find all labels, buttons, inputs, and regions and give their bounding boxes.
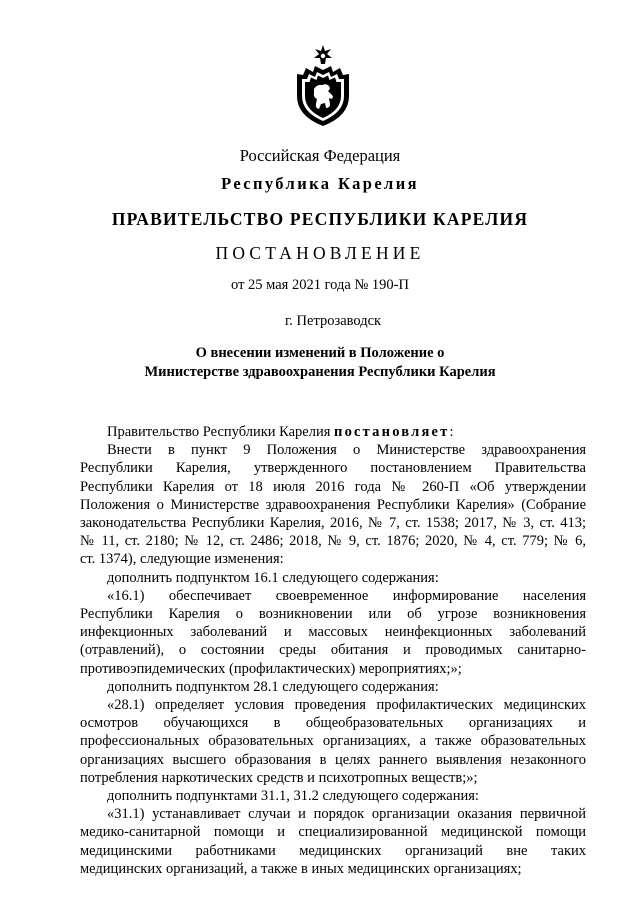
karelia-coat-of-arms-icon bbox=[293, 44, 353, 128]
body-line: Внести в пункт 9 Положения о Министерстве здравоохранения bbox=[107, 442, 586, 459]
body-line: медицинских организаций, а также в иных медицинских организациях; bbox=[80, 860, 522, 877]
body-line: медицинскими работниками медицинских организаций вне таких bbox=[80, 842, 586, 859]
body-line: дополнить подпунктами 31.1, 31.2 следующего содержания: bbox=[107, 788, 479, 805]
body-intro bbox=[80, 423, 586, 441]
body-line: ст. 1374), следующие изменения: bbox=[80, 551, 284, 568]
document-title-line-1: О внесении изменений в Положение о bbox=[195, 345, 445, 361]
country-name: Российская Федерация bbox=[239, 146, 401, 165]
body-line: инфекционных заболеваний и массовых неинфекционных заболеваний bbox=[80, 624, 586, 641]
body-line: «31.1) устанавливает случаи и порядок организации оказания первичной bbox=[107, 806, 586, 823]
body-line: «28.1) определяет условия проведения профилактических медицинских bbox=[107, 697, 586, 714]
body-line: дополнить подпунктом 16.1 следующего содержания: bbox=[107, 569, 439, 586]
body-line: осмотров обучающихся в общеобразовательных организациях и bbox=[80, 715, 586, 732]
body-line: профессиональных образовательных организациях, а также образовательных bbox=[80, 733, 586, 750]
body-line: потребления наркотических средств и психотропных веществ;»; bbox=[80, 769, 478, 786]
body-line: дополнить подпунктом 28.1 следующего содержания: bbox=[107, 678, 439, 695]
document-title-line-2: Министерстве здравоохранения Республики Карелия bbox=[144, 364, 496, 380]
body-line: № 11, ст. 2180; № 12, ст. 2486; 2018, № 9, ст. 1876; 2020, № 4, ст. 779; № 6, bbox=[80, 533, 586, 550]
body-line: организациях высшего образования в целях раннего выявления незаконного bbox=[80, 751, 586, 768]
document-body bbox=[80, 423, 586, 878]
body-line: «16.1) обеспечивает своевременное информирование населения bbox=[107, 587, 586, 604]
body-line: законодательства Республики Карелия, 2016, № 7, ст. 1538; 2017, № 3, ст. 413; bbox=[80, 515, 586, 532]
republic-name: Республика Карелия bbox=[221, 174, 419, 193]
body-line: медико-санитарной помощи и специализированной медицинской помощи bbox=[80, 824, 586, 841]
date-line: от 25 мая 2021 года № 190-П bbox=[231, 277, 409, 293]
body-line: Республики Карелия, утвержденного постановлением Правительства bbox=[80, 460, 586, 477]
document-type: ПОСТАНОВЛЕНИЕ bbox=[215, 243, 425, 263]
body-line: Республики Карелия от 18 июля 2016 года № 260-П «Об утверждении bbox=[80, 478, 586, 495]
intro-text: Правительство Республики Карелия bbox=[107, 424, 335, 440]
body-line: противоэпидемических (профилактических) мероприятиях;»; bbox=[80, 660, 462, 677]
body-line: Республики Карелия о возникновении или об угрозе возникновения bbox=[80, 606, 586, 623]
intro-resolves: постановляет bbox=[334, 424, 450, 440]
intro-colon: : bbox=[449, 424, 454, 440]
city: г. Петрозаводск bbox=[285, 313, 382, 329]
body-line: (отравлений), о состоянии среды обитания и проводимых санитарно- bbox=[80, 642, 586, 659]
body-line: Положения о Министерстве здравоохранения Республики Карелия» (Собрание bbox=[80, 496, 586, 513]
government-name: ПРАВИТЕЛЬСТВО РЕСПУБЛИКИ КАРЕЛИЯ bbox=[111, 209, 529, 229]
